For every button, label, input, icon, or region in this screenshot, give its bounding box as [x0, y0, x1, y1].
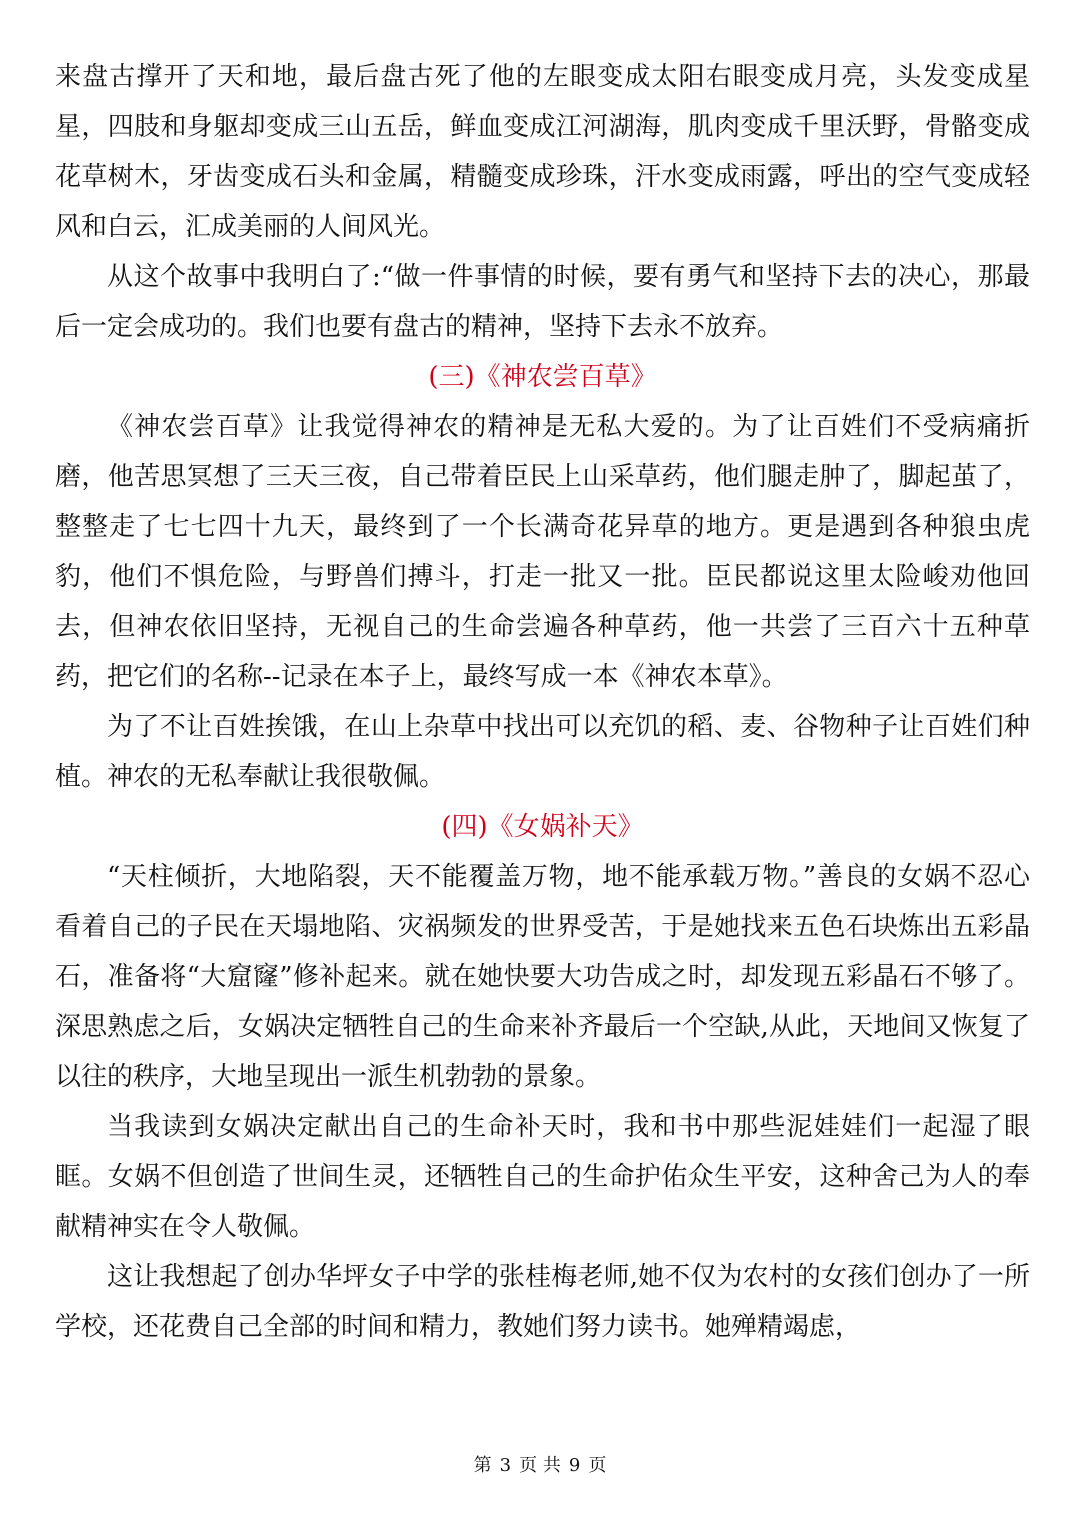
footer-suffix: 页 — [588, 1455, 607, 1476]
paragraph: 来盘古撑开了天和地，最后盘古死了他的左眼变成太阳右眼变成月亮，头发变成星星，四肢和身躯却变成三山五岳，鲜血变成江河湖海，肌肉变成千里沃野，骨骼变成花草树木，牙齿变成石头和金属，精髓变成珍珠，汗水变成雨露，呼出的空气变成轻风和白云，汇成美丽的人间风光。 — [55, 62, 1030, 242]
section-heading: (三)《神农尝百草》 — [428, 362, 657, 392]
footer-mid: 页 共 — [519, 1455, 561, 1476]
document-body — [55, 52, 1030, 1352]
paragraph: 这让我想起了创办华坪女子中学的张桂梅老师,她不仅为农村的女孩们创办了一所学校，还花费自己全部的时间和精力，教她们努力读书。她殚精竭虑， — [55, 1262, 1030, 1342]
paragraph: 《神农尝百草》让我觉得神农的精神是无私大爱的。为了让百姓们不受病痛折磨，他苦思冥想了三天三夜，自己带着臣民上山采草药，他们腿走肿了，脚起茧了，整整走了七七四十九天，最终到了一个长满奇花异草的地方。更是遇到各种狼虫虎豹，他们不惧危险，与野兽们搏斗，打走一批又一批。臣民都说这里太险峻劝他回去，但神农依旧坚持，无视自己的生命尝遍各种草药，他一共尝了三百六十五种草药，把它们的名称--记录在本子上，最终写成一本《神农本草》。 — [55, 412, 1030, 692]
paragraph: 为了不让百姓挨饿，在山上杂草中找出可以充饥的稻、麦、谷物种子让百姓们种植。神农的无私奉献让我很敬佩。 — [55, 712, 1030, 792]
footer-page-number: 3 — [499, 1455, 512, 1476]
footer-prefix: 第 — [473, 1455, 492, 1476]
paragraph: 从这个故事中我明白了:“做一件事情的时候，要有勇气和坚持下去的决心，那最后一定会成功的。我们也要有盘古的精神，坚持下去永不放弃。 — [55, 262, 1030, 342]
paragraph: 当我读到女娲决定献出自己的生命补天时，我和书中那些泥娃娃们一起湿了眼眶。女娲不但创造了世间生灵，还牺牲自己的生命护佑众生平安，这种舍己为人的奉献精神实在令人敬佩。 — [55, 1112, 1030, 1242]
footer-total-pages: 9 — [568, 1455, 581, 1476]
page-footer — [0, 1454, 1080, 1478]
section-heading: (四)《女娲补天》 — [441, 812, 644, 842]
paragraph: “天柱倾折，大地陷裂，天不能覆盖万物，地不能承载万物。”善良的女娲不忍心看着自己的子民在天塌地陷、灾祸频发的世界受苦，于是她找来五色石块炼出五彩晶石，准备将“大窟窿”修补起来。就在她快要大功告成之时，却发现五彩晶石不够了。深思熟虑之后，女娲决定牺牲自己的生命来补齐最后一个空缺,从此，天地间又恢复了以往的秩序，大地呈现出一派生机勃勃的景象。 — [55, 862, 1030, 1092]
